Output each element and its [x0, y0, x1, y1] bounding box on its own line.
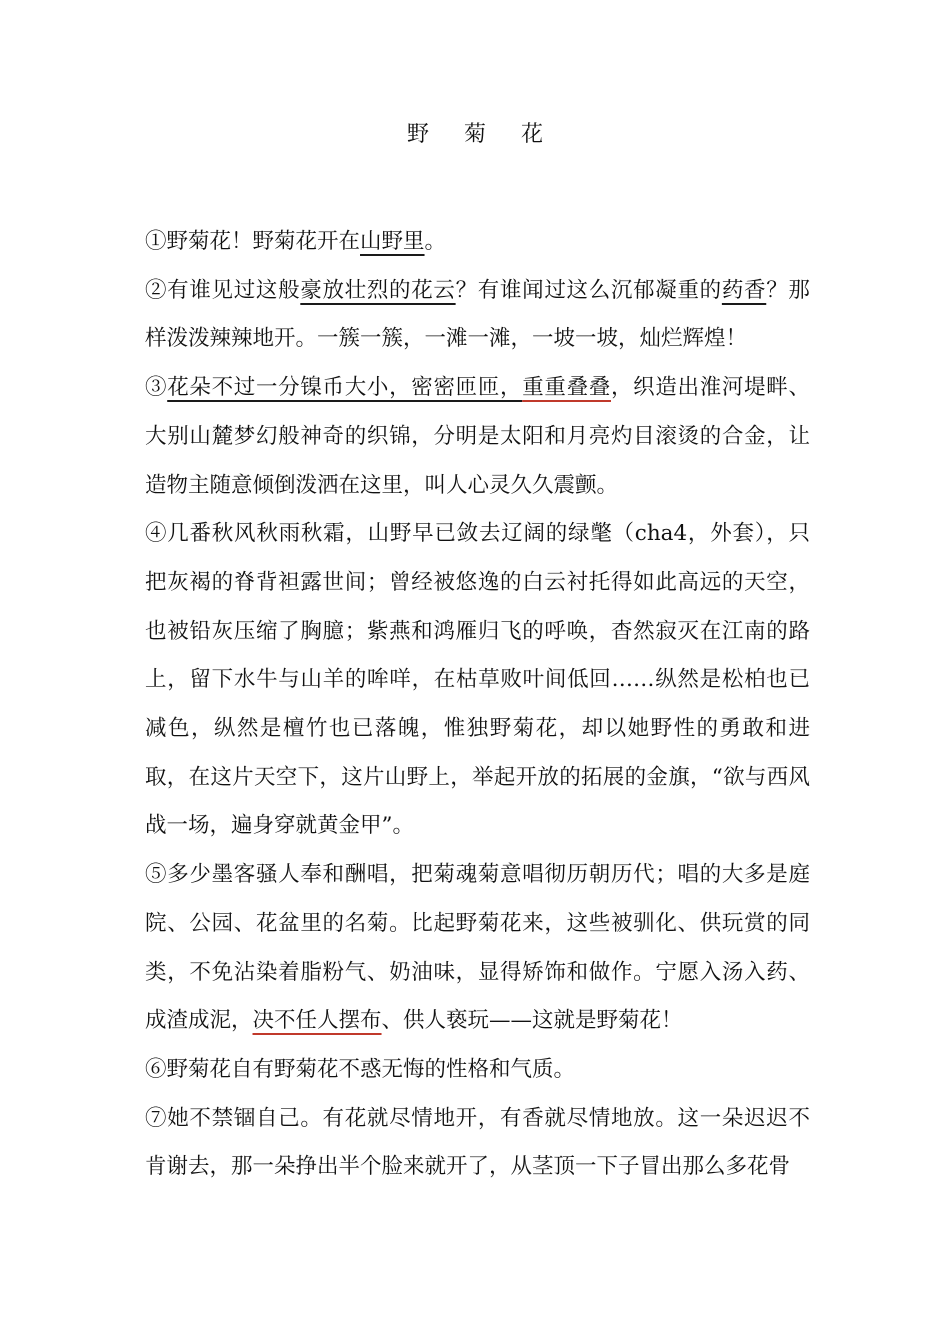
underlined-phrase: 花朵不过一分镍币大小，密密匝匝， — [167, 375, 523, 401]
text-span: 、供人亵玩——这就是野菊花！ — [381, 1008, 683, 1034]
document-title: 野 菊 花 — [407, 122, 557, 147]
text-span: ⑤多少墨客骚人奉和酬唱，把菊魂菊意唱彻历朝历代；唱的大多是庭院、公园、花盆里的名菊。比起野菊花来，这些被驯化、供玩赏的同类，不免沾染着脂粉气、奶油味，显得矫饰和做作。宁愿入汤入药、成渣成泥， — [145, 862, 810, 1034]
paragraph-4: ④几番秋风秋雨秋霜，山野早已敛去辽阔的绿氅（cha4，外套），只把灰褐的脊背袒露世间；曾经被悠逸的白云衬托得如此高远的天空，也被铅灰压缩了胸臆；紫燕和鸿雁归飞的呼唤，杳然寂灭在江南的路上，留下水牛与山羊的哞咩，在枯草败叶间低回……纵然是松柏也已减色，纵然是檀竹也已落魄，惟独野菊花，却以她野性的勇敢和进取，在这片天空下，这片山野上，举起开放的拓展的金旗，“欲与西风战一场，遍身穿就黄金甲”。 — [145, 521, 810, 839]
text-span: ①野菊花！野菊花开在 — [145, 229, 361, 254]
text-span: ②有谁见过这般 — [145, 277, 301, 303]
paragraph-7: ⑦她不禁锢自己。有花就尽情地开，有香就尽情地放。这一朵迟迟不肯谢去，那一朵挣出半个脸来就开了，从茎顶一下子冒出那么多花骨 — [145, 1105, 810, 1180]
underlined-phrase: 豪放壮烈的花云 — [300, 277, 456, 303]
paragraph-1 — [145, 218, 810, 267]
document-body — [145, 218, 810, 1192]
underlined-phrase: 山野里 — [360, 229, 425, 254]
text-span: ，织造出淮河堤畔、大别山麓梦幻般神奇的织锦，分明是太阳和月亮灼目滚烫的合金，让造物主随意倾倒泼洒在这里，叫人心灵久久震颤。 — [145, 375, 810, 498]
underlined-phrase-red: 决不任人摆布 — [252, 1008, 382, 1034]
text-span: ？有谁闻过这么沉郁凝重的 — [455, 277, 722, 303]
text-span: ③ — [145, 375, 168, 401]
text-span: 。 — [424, 229, 447, 254]
paragraph-5 — [145, 851, 810, 1046]
paragraph-3 — [145, 364, 810, 510]
paragraph-6: ⑥野菊花自有野菊花不惑无悔的性格和气质。 — [145, 1056, 576, 1082]
paragraph-2 — [145, 267, 810, 364]
underlined-phrase-red: 重重叠叠 — [522, 375, 611, 401]
text-span: ？那样泼泼辣辣地开。一簇一簇，一滩一滩，一坡一坡，灿烂辉煌！ — [145, 277, 810, 352]
underlined-phrase: 药香 — [721, 277, 767, 303]
